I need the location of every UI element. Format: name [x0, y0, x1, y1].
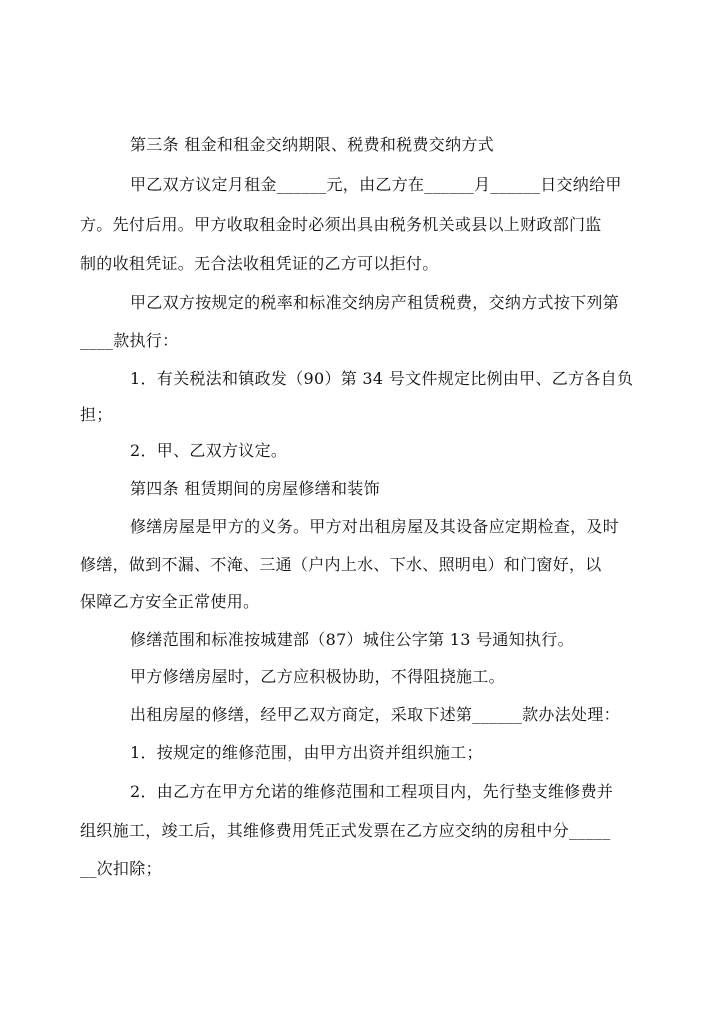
paragraph-line: 甲方修缮房屋时，乙方应积极协助，不得阻挠施工。	[130, 667, 505, 686]
paragraph-line: 修缮房屋是甲方的义务。甲方对出租房屋及其设备应定期检查，及时	[130, 517, 620, 536]
list-item-line: 2．由乙方在甲方允诺的维修范围和工程项目内，先行垫支维修费并	[130, 782, 614, 801]
list-item-line: 1．按规定的维修范围，由甲方出资并组织施工；	[130, 743, 483, 762]
paragraph-line: 出租房屋的修缮，经甲乙双方商定，采取下述第______款办法处理：	[130, 705, 620, 724]
paragraph-line: 制的收租凭证。无合法收租凭证的乙方可以拒付。	[80, 254, 439, 273]
paragraph-line: 修缮，做到不漏、不淹、三通（户内上水、下水、照明电）和门窗好，以	[80, 555, 602, 574]
article-3-heading: 第三条 租金和租金交纳期限、税费和税费交纳方式	[130, 135, 494, 154]
paragraph-line: 甲乙双方按规定的税率和标准交纳房产租赁税费，交纳方式按下列第	[130, 293, 620, 312]
paragraph-line: 保障乙方安全正常使用。	[80, 592, 260, 611]
paragraph-line: 修缮范围和标准按城建部（87）城住公字第 13 号通知执行。	[130, 630, 574, 649]
paragraph-line: 甲乙双方议定月租金______元，由乙方在______月______日交纳给甲	[130, 175, 622, 194]
list-item-line: 1．有关税法和镇政发（90）第 34 号文件规定比例由甲、乙方各自负	[130, 369, 634, 388]
paragraph-line: ____款执行：	[80, 331, 179, 350]
list-item-line: 2．甲、乙双方议定。	[130, 441, 288, 460]
paragraph-line: 方。先付后用。甲方收取租金时必须出具由税务机关或县以上财政部门监	[80, 215, 602, 234]
article-4-heading: 第四条 租赁期间的房屋修缮和装饰	[130, 479, 380, 498]
list-item-line: 组织施工，竣工后，其维修费用凭正式发票在乙方应交纳的房租中分_____	[80, 821, 611, 840]
list-item-line: __次扣除；	[80, 859, 162, 878]
list-item-line: 担；	[80, 405, 113, 424]
